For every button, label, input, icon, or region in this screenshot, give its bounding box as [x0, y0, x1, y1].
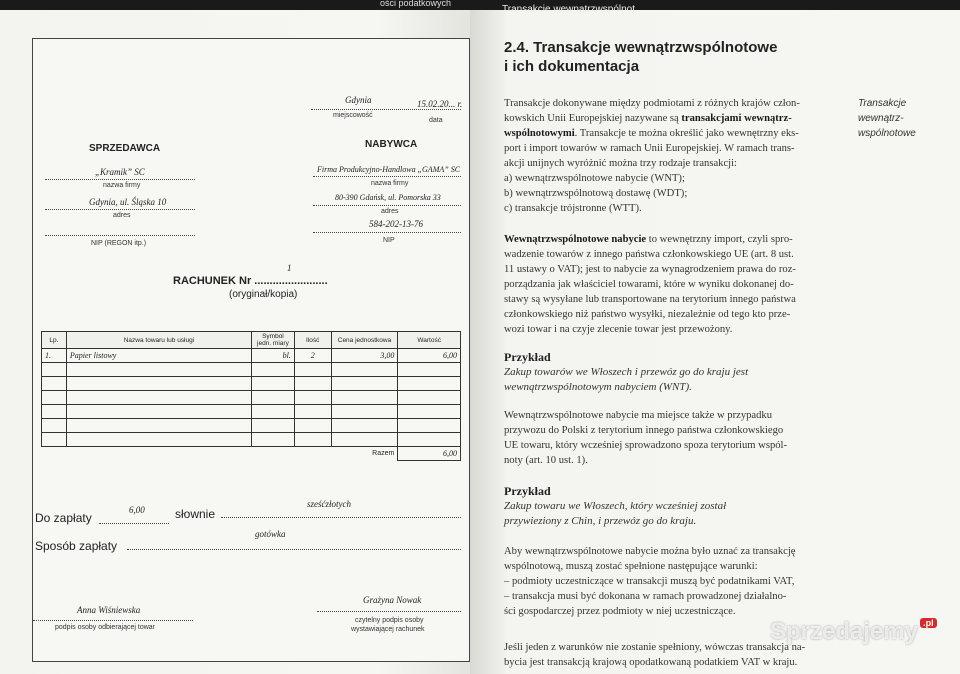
example-1	[504, 350, 850, 395]
example-2	[504, 484, 850, 529]
paragraph-definition	[504, 232, 850, 337]
text-line: 11 ustawy o VAT); jest to nabycie za wynagrodzeniem prawa do roz-	[504, 264, 796, 275]
pay-label: Do zapłaty	[35, 511, 92, 525]
buyer-name-line	[313, 176, 461, 177]
example-heading: Przykład	[504, 484, 551, 498]
cell-empty	[66, 391, 251, 405]
list-item: c) transakcje trójstronne (WTT).	[504, 203, 642, 214]
receiver-label: podpis osoby odbierającej towar	[55, 624, 156, 631]
seller-name-line	[45, 179, 195, 180]
header-name: Nazwa towaru lub usługi	[66, 332, 251, 349]
date-line	[311, 109, 461, 110]
text-line: porządzania jak właściciel towarami, które w wyniku dokonanej do-	[504, 279, 794, 290]
text-line: stawy są wysyłane lub transportowane na terytorium innego państwa	[504, 294, 796, 305]
text-line	[504, 126, 850, 141]
seller-name: „Kramik” SC	[95, 167, 145, 177]
table-row	[42, 433, 461, 447]
cell-unit: bl.	[252, 349, 295, 363]
words-line	[221, 517, 461, 518]
left-running-header: ości podatkowych	[380, 0, 452, 8]
cell-empty	[294, 391, 331, 405]
items-table	[41, 331, 461, 461]
seller-name-label: nazwa firmy	[103, 182, 141, 189]
table-row	[42, 349, 461, 363]
cell-empty	[252, 419, 295, 433]
cell-empty	[252, 363, 295, 377]
cell-empty	[42, 391, 67, 405]
cell-empty	[294, 363, 331, 377]
text-line: wadzenie towarów z innego państwa członkowskiego UE (art. 8 ust.	[504, 249, 794, 260]
buyer-nip-line	[313, 232, 461, 233]
table-row	[42, 405, 461, 419]
margin-note-line: wewnątrz-	[858, 113, 904, 124]
example-text: Zakup towarów we Włoszech i przewóz go do kraju jest	[504, 366, 749, 378]
table-row	[42, 391, 461, 405]
list-item: a) wewnątrzwspólnotowe nabycie (WNT);	[504, 173, 685, 184]
margin-note-line: wspólnotowe	[858, 128, 916, 139]
list-item: – transakcja musi być dokonana w ramach prowadzonej działalno-	[504, 591, 787, 602]
cell-empty	[66, 377, 251, 391]
text-line: Wewnątrzwspólnotowe nabycie ma miejsce także w przypadku	[504, 410, 773, 421]
cell-empty	[331, 433, 398, 447]
bold-term: transakcjami wewnątrz-	[681, 113, 792, 124]
date-label: data	[429, 117, 443, 124]
issuer-label-2: wystawiającej rachunek	[351, 626, 425, 633]
seller-heading: SPRZEDAWCA	[89, 143, 161, 154]
text-line: port i import towarów w ramach Unii Europejskiej. W ramach trans-	[504, 143, 795, 154]
bold-term: Wewnątrzwspólnotowe nabycie	[504, 234, 647, 245]
margin-note-line: Transakcje	[858, 98, 907, 109]
text-span: to wewnętrzny import, czyli spro-	[646, 234, 793, 245]
cell-empty	[331, 377, 398, 391]
invoice-subtitle: (oryginał/kopia)	[229, 289, 298, 300]
text-line: Aby wewnątrzwspólnotowe nabycie można było uznać za transakcję	[504, 546, 796, 557]
seller-address: Gdynia, ul. Śląska 10	[89, 197, 167, 207]
method-label: Sposób zapłaty	[35, 539, 118, 553]
table-row	[42, 377, 461, 391]
cell-empty	[331, 363, 398, 377]
text-line: Transakcje dokonywane między podmiotami z różnych krajów człon-	[504, 98, 800, 109]
buyer-name-label: nazwa firmy	[371, 180, 409, 187]
words-value: sześćzłotych	[307, 499, 351, 509]
seller-nip-label: NIP (REGON itp.)	[91, 240, 147, 247]
seller-address-line	[45, 209, 195, 210]
receiver-line	[33, 620, 193, 621]
place-value: Gdynia	[345, 95, 372, 105]
watermark-logo	[770, 618, 937, 646]
text-span: kowskich Unii Europejskiej nazywane są	[504, 113, 682, 124]
paragraph-reimport	[504, 408, 850, 468]
header-price: Cena jednostkowa	[331, 332, 398, 349]
total-value: 6,00	[398, 447, 461, 461]
header-value: Wartość	[398, 332, 461, 349]
method-line	[127, 549, 461, 550]
buyer-address-line	[313, 205, 461, 206]
paragraph-intro	[504, 96, 850, 216]
cell-empty	[398, 433, 461, 447]
total-label: Razem	[372, 450, 395, 458]
cell-empty	[42, 377, 67, 391]
watermark-text: Sprzedajemy	[770, 618, 919, 645]
pay-value: 6,00	[129, 505, 145, 515]
text-line: UE towaru, który wcześniej sprowadzono spoza terytorium wspól-	[504, 440, 788, 451]
words-label: słownie	[175, 507, 216, 521]
buyer-nip-label: NIP	[383, 237, 395, 244]
cell-empty	[66, 433, 251, 447]
bold-term: wspólnotowymi	[504, 128, 575, 139]
invoice-number: 1	[287, 263, 292, 273]
seller-address-label: adres	[113, 212, 131, 219]
section-title-line1: 2.4. Transakcje wewnątrzwspólnotowe	[504, 39, 778, 56]
example-text: przywieziony z Chin, i przewóz go do kraju.	[504, 515, 697, 527]
header-unit: Symbol jedn. miary	[252, 332, 295, 349]
invoice-title: RACHUNEK Nr ........................	[173, 275, 328, 287]
text-line: wozi towar i na czyje zlecenie towar jest przewożony.	[504, 324, 733, 335]
cell-empty	[398, 391, 461, 405]
cell-empty	[42, 433, 67, 447]
list-item: b) wewnątrzwspólnotową dostawę (WDT);	[504, 188, 688, 199]
text-line: akcji unijnych wyróżnić można trzy rodzaje transakcji:	[504, 158, 737, 169]
cell-empty	[398, 377, 461, 391]
cell-empty	[66, 363, 251, 377]
header-qty: Ilość	[294, 332, 331, 349]
cell-empty	[252, 433, 295, 447]
cell-empty	[66, 419, 251, 433]
cell-empty	[398, 405, 461, 419]
list-item: ści gospodarczej przez podmioty w niej uczestniczące.	[504, 606, 736, 617]
issuer-line	[317, 611, 461, 612]
cell-empty	[66, 405, 251, 419]
cell-empty	[252, 405, 295, 419]
cell-empty	[294, 433, 331, 447]
buyer-address: 80-390 Gdańsk, ul. Pomorska 33	[335, 193, 441, 202]
header-lp: Lp.	[42, 332, 67, 349]
table-row	[42, 363, 461, 377]
right-page	[470, 0, 960, 674]
pay-line	[99, 523, 169, 524]
cell-value: 6,00	[398, 349, 461, 363]
total-row	[42, 447, 461, 461]
issuer-signature: Grażyna Nowak	[363, 595, 422, 605]
cell-empty	[42, 363, 67, 377]
text-line: członkowskiego niż państwo wysyłki, niezależnie od tego kto prze-	[504, 309, 791, 320]
text-line: noty (art. 10 ust. 1).	[504, 455, 588, 466]
list-item: – podmioty uczestniczące w transakcji muszą być podatnikami VAT,	[504, 576, 795, 587]
receiver-signature: Anna Wiśniewska	[77, 605, 141, 615]
text-span: . Transakcje te można określić jako wewnętrzny eks-	[574, 128, 799, 139]
issuer-label-1: czytelny podpis osoby	[355, 617, 424, 624]
cell-empty	[252, 391, 295, 405]
cell-price: 3,00	[331, 349, 398, 363]
cell-empty	[294, 377, 331, 391]
example-text: Zakup towaru we Włoszech, który wcześniej został	[504, 500, 727, 512]
invoice-form	[32, 38, 470, 662]
text-line	[504, 232, 850, 247]
date-value: 15.02.20... r.	[417, 99, 463, 109]
paragraph-conditions	[504, 544, 850, 619]
table-header-row	[42, 332, 461, 349]
buyer-address-label: adres	[381, 208, 399, 215]
cell-qty: 2	[294, 349, 331, 363]
table-row	[42, 419, 461, 433]
method-value: gotówka	[255, 529, 286, 539]
buyer-name: Firma Produkcyjno-Handlowa „GAMA” SC	[317, 165, 461, 174]
text-line: bycia jest transakcją krajową opodatkowaną podatkiem VAT w kraju.	[504, 657, 798, 668]
cell-empty	[331, 391, 398, 405]
example-text: wewnątrzwspólnotowym nabyciem (WNT).	[504, 381, 692, 393]
section-title-line2: i ich dokumentacja	[504, 58, 640, 75]
text-line: wspólnotową, muszą zostać spełnione następujące warunki:	[504, 561, 758, 572]
section-title	[504, 38, 777, 76]
cell-empty	[294, 419, 331, 433]
right-running-header: Transakcje wewnątrzwspólnot...	[502, 4, 644, 15]
cell-lp: 1.	[42, 349, 67, 363]
margin-note	[858, 96, 916, 141]
cell-name: Papier listowy	[66, 349, 251, 363]
watermark-badge: .pl	[920, 618, 937, 628]
buyer-heading: NABYWCA	[365, 139, 418, 150]
text-line	[504, 111, 850, 126]
left-page	[0, 0, 470, 674]
cell-empty	[331, 419, 398, 433]
cell-empty	[42, 419, 67, 433]
cell-empty	[294, 405, 331, 419]
cell-empty	[252, 377, 295, 391]
text-line: przywozu do Polski z terytorium innego państwa członkowskiego	[504, 425, 784, 436]
cell-empty	[398, 363, 461, 377]
cell-empty	[398, 419, 461, 433]
place-label: miejscowość	[333, 112, 373, 119]
cell-empty	[331, 405, 398, 419]
seller-nip-line	[45, 235, 195, 236]
buyer-nip: 584-202-13-76	[369, 219, 423, 229]
cell-empty	[42, 405, 67, 419]
text-line: Jeśli jeden z warunków nie zostanie spełniony, wówczas transakcja na-	[504, 642, 806, 653]
example-heading: Przykład	[504, 350, 551, 364]
